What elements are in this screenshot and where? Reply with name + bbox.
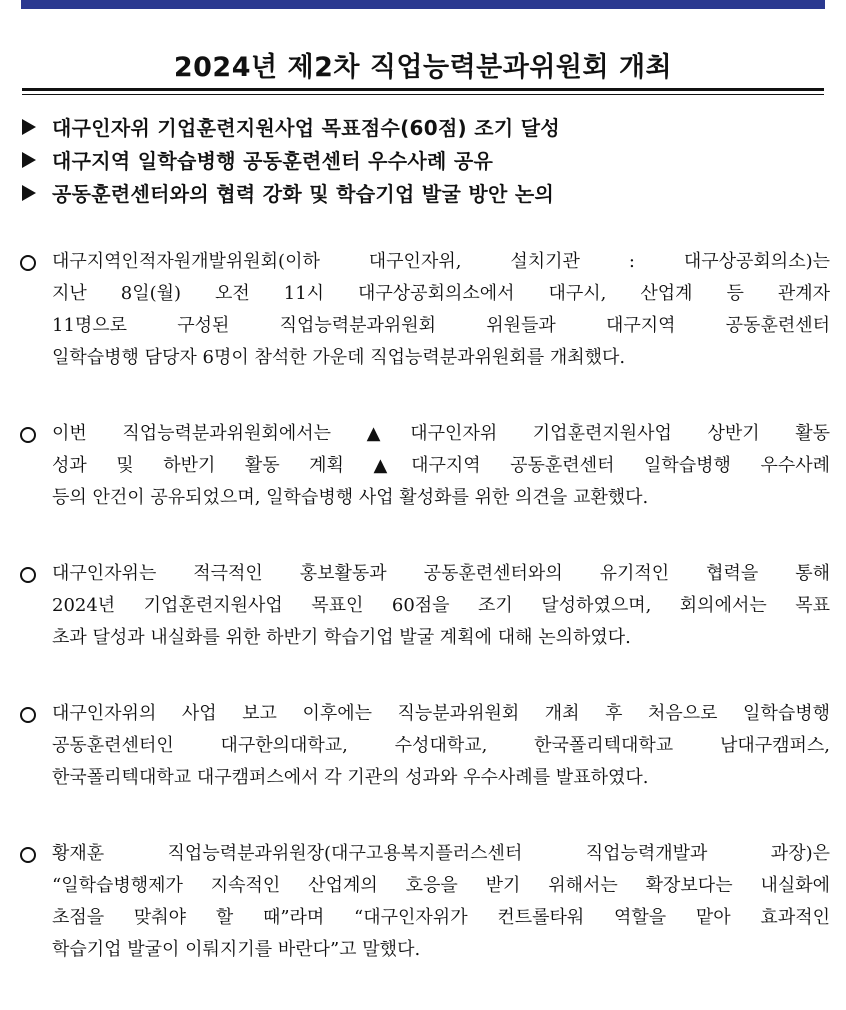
- circle-bullet-icon: [20, 427, 36, 443]
- paragraph-line: “일학습병행제가 지속적인 산업계의 호응을 받기 위해서는 확장보다는 내실화에: [52, 875, 830, 896]
- paragraph-line: 공동훈련센터인 대구한의대학교, 수성대학교, 한국폴리텍대학교 남대구캠퍼스,: [52, 735, 830, 756]
- highlight-list: [18, 110, 828, 209]
- paragraph: [18, 246, 830, 374]
- circle-bullet-icon: [20, 255, 36, 271]
- paragraph-line: 11명으로 구성된 직업능력분과위원회 위원들과 대구지역 공동훈련센터: [52, 315, 830, 336]
- page-title: 2024년 제2차 직업능력분과위원회 개최: [173, 52, 673, 83]
- paragraph-line: 초과 달성과 내실화를 위한 하반기 학습기업 발굴 계획에 대해 논의하였다.: [52, 627, 631, 648]
- paragraph-line: 대구인자위는 적극적인 홍보활동과 공동훈련센터와의 유기적인 협력을 통해: [52, 563, 830, 584]
- paragraph-line: 한국폴리텍대학교 대구캠퍼스에서 각 기관의 성과와 우수사례를 발표하였다.: [52, 767, 649, 788]
- paragraph-line: 성과 및 하반기 활동 계획 ▲대구지역 공동훈련센터 일학습병행 우수사례: [52, 455, 830, 476]
- paragraph-line: 등의 안건이 공유되었으며, 일학습병행 사업 활성화를 위한 의견을 교환했다.: [52, 487, 649, 508]
- paragraph-line: 학습기업 발굴이 이뤄지기를 바란다”고 말했다.: [52, 939, 421, 960]
- paragraph-line: 2024년 기업훈련지원사업 목표인 60점을 조기 달성하였으며, 회의에서는 목표: [52, 595, 830, 616]
- paragraph-line: 일학습병행 담당자 6명이 참석한 가운데 직업능력분과위원회를 개최했다.: [52, 347, 626, 368]
- title-divider-thick: [22, 88, 824, 91]
- paragraph: [18, 418, 830, 514]
- highlight-text: 대구지역 일학습병행 공동훈련센터 우수사례 공유: [52, 149, 494, 173]
- highlight-item: [18, 143, 828, 176]
- highlight-item: [18, 176, 828, 209]
- paragraph: [18, 838, 830, 966]
- paragraph-line: 지난 8일(월) 오전 11시 대구상공회의소에서 대구시, 산업계 등 관계자: [52, 283, 830, 304]
- top-accent-bar: [21, 0, 825, 9]
- triangle-bullet-icon: [22, 119, 36, 135]
- circle-bullet-icon: [20, 707, 36, 723]
- circle-bullet-icon: [20, 567, 36, 583]
- triangle-bullet-icon: [22, 152, 36, 168]
- paragraph: [18, 698, 830, 794]
- circle-bullet-icon: [20, 847, 36, 863]
- paragraph-line: 초점을 맞춰야 할 때”라며 “대구인자위가 컨트롤타워 역할을 맡아 효과적인: [52, 907, 830, 928]
- paragraph-line: 대구지역인적자원개발위원회(이하 대구인자위, 설치기관 : 대구상공회의소)는: [52, 251, 830, 272]
- paragraph-line: 대구인자위의 사업 보고 이후에는 직능분과위원회 개최 후 처음으로 일학습병행: [52, 703, 830, 724]
- paragraph-line: 이번 직업능력분과위원회에서는 ▲대구인자위 기업훈련지원사업 상반기 활동: [52, 423, 830, 444]
- triangle-bullet-icon: [22, 185, 36, 201]
- paragraph-line: 황재훈 직업능력분과위원장(대구고용복지플러스센터 직업능력개발과 과장)은: [52, 843, 830, 864]
- title-divider-thin: [22, 94, 824, 95]
- paragraph: [18, 558, 830, 654]
- body-paragraphs: [18, 246, 830, 1010]
- highlight-text: 대구인자위 기업훈련지원사업 목표점수(60점) 조기 달성: [52, 116, 561, 140]
- highlight-item: [18, 110, 828, 143]
- highlight-text: 공동훈련센터와의 협력 강화 및 학습기업 발굴 방안 논의: [52, 182, 555, 206]
